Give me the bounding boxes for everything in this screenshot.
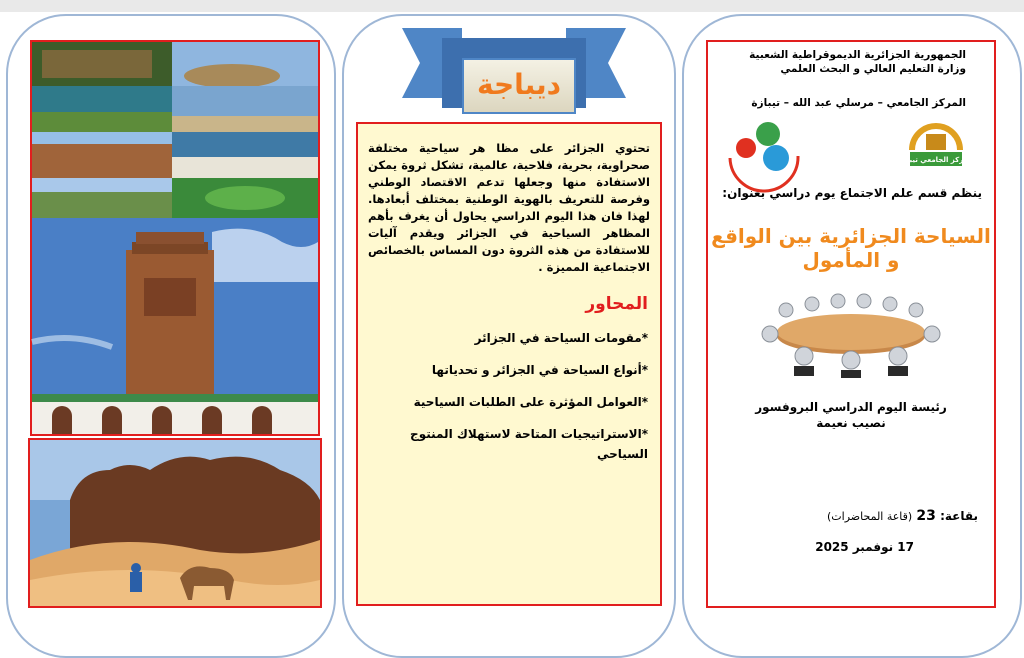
axis-item: *الاستراتيجيات المتاحة لاستهلاك المنتوج السياحي <box>410 427 648 461</box>
hall-line <box>708 508 994 524</box>
chair-title: رئيسة اليوم الدراسي البروفسور <box>755 400 947 414</box>
event-date: 17 نوفمبر 2025 <box>815 540 914 554</box>
meeting-table-illustration <box>746 282 956 378</box>
top-bar <box>0 0 1024 12</box>
desert-photo-frame <box>28 438 322 608</box>
university-logo-icon <box>898 116 974 178</box>
introduction-text: تحتوي الجزائر على مظا هر سياحية مختلفة صحراوية، بحرية، فلاحية، عالمية، تشكل ثروة يمكن الاستفادة منها وجعلها تدعم الاقتصاد الوطني وفرصة للتعريف بالهوية الوطنية بمختلف أبعادها. لهذا فان هذا اليوم الدراسي يحاول أن يغرف بأهم المظاهر السياحية في الجزائر ويقدم آليات للاستفادة من هذه الثروة دون المساس بالخصائص الاجتماعية المميزة . <box>368 141 650 274</box>
event-title: السياحة الجزائرية بين الواقع و المأمول <box>711 224 991 272</box>
center-name: المركز الجامعي – مرسلي عبد الله – تيبازة <box>751 97 966 109</box>
axis-item: *أنواع السياحة في الجزائر و تحدياتها <box>431 363 648 377</box>
introduction-box <box>356 122 662 606</box>
chair-name: نصيب نعيمة <box>816 416 886 430</box>
axis-item: *العوامل المؤثرة على الطلبات السياحية <box>413 395 648 409</box>
republic-name: الجمهورية الجزائرية الديموقراطية الشعبية <box>749 49 966 61</box>
organizer-line: ينظم قسم علم الاجتماع يوم دراسي بعنوان: <box>722 186 982 200</box>
axes-heading: المحاور <box>585 294 648 314</box>
cover-page <box>706 40 996 608</box>
collage-image <box>32 42 318 434</box>
logo-caption: المركز الجامعي تيبازة <box>898 156 974 164</box>
hall-name: (قاعة المحاضرات) <box>827 510 913 523</box>
desert-photo <box>30 440 320 606</box>
hall-label: بقاعة: <box>940 509 978 523</box>
logos-row <box>708 116 994 180</box>
axis-item: *مقومات السياحة في الجزائر <box>474 331 648 345</box>
ministry-name: وزارة التعليم العالي و البحث العلمي <box>780 63 966 75</box>
photo-collage <box>30 40 320 436</box>
gears-icon <box>724 118 804 178</box>
section-title: ديباجة <box>462 58 576 114</box>
hall-number: 23 <box>916 508 936 524</box>
